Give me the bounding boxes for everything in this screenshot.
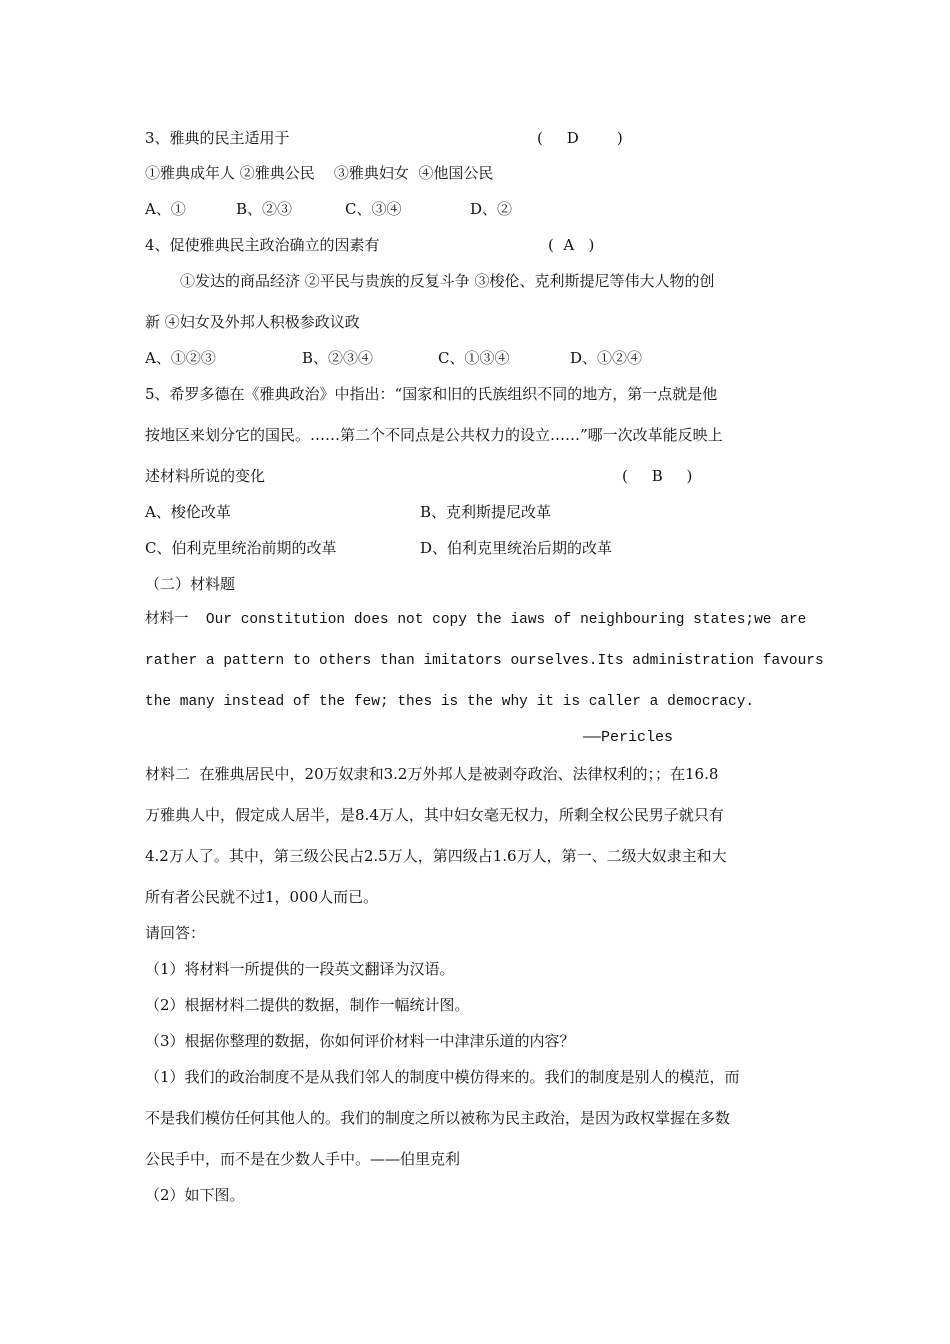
q5-option-d: D、伯利克里统治后期的改革	[420, 539, 613, 557]
q4-option-b: B、②③④	[302, 349, 374, 367]
answer-prompt: 请回答：	[145, 924, 206, 942]
material1-source: ——Pericles	[583, 729, 674, 746]
q5-answer: ( B )	[622, 467, 693, 485]
question-1: （1）将材料一所提供的一段英文翻译为汉语。	[145, 960, 455, 978]
answer-2: （2）如下图。	[145, 1186, 245, 1204]
q4-option-c: C、①③④	[438, 349, 510, 367]
q5-line1: 5、希罗多德在《雅典政治》中指出：“国家和旧的氏族组织不同的地方，第一点就是他	[145, 385, 718, 403]
answer-1-line3: 公民手中，而不是在少数人手中。——伯里克利	[145, 1150, 461, 1168]
q4-choices-line1: ①发达的商品经济 ②平民与贵族的反复斗争 ③梭伦、克利斯提尼等伟大人物的创	[180, 272, 715, 290]
q4-choices-line2: 新 ④妇女及外邦人积极参政议政	[145, 313, 360, 331]
material1-line1: 材料一 Our constitution does not copy the iaws of neighbouring states;we are	[145, 612, 807, 628]
q5-line3: 述材料所说的变化	[145, 467, 266, 485]
material2-line4: 所有者公民就不过1，000人而已。	[145, 888, 379, 906]
answer-1-line1: （1）我们的政治制度不是从我们邻人的制度中模仿得来的。我们的制度是别人的模范，而	[145, 1068, 740, 1086]
q3-stem: 3、雅典的民主适用于	[145, 129, 290, 147]
section-heading: （二）材料题	[145, 575, 236, 593]
q5-option-b: B、克利斯提尼改革	[420, 503, 552, 521]
question-2: （2）根据材料二提供的数据，制作一幅统计图。	[145, 996, 470, 1014]
q4-stem: 4、促使雅典民主政治确立的因素有	[145, 236, 380, 254]
q4-answer: ( A )	[548, 236, 595, 254]
q5-option-a: A、梭伦改革	[145, 503, 231, 521]
material2-line2: 万雅典人中，假定成人居半，是8.4万人，其中妇女毫无权力，所剩全权公民男子就只有	[145, 806, 724, 824]
q3-option-c: C、③④	[345, 200, 402, 218]
q3-option-a: A、①	[145, 200, 186, 218]
q4-option-d: D、①②④	[570, 349, 643, 367]
answer-1-line2: 不是我们模仿任何其他人的。我们的制度之所以被称为民主政治，是因为政权掌握在多数	[145, 1109, 731, 1127]
question-3: （3）根据你整理的数据，你如何评价材料一中津津乐道的内容？	[145, 1032, 575, 1050]
q3-choices: ①雅典成年人 ②雅典公民 ③雅典妇女 ④他国公民	[145, 164, 494, 182]
material1-line3: the many instead of the few; thes is the why it is caller a democracy.	[145, 694, 755, 710]
q3-option-b: B、②③	[236, 200, 293, 218]
q3-answer: ( D )	[537, 129, 623, 147]
q4-option-a: A、①②③	[145, 349, 216, 367]
material1-line2: rather a pattern to others than imitators ourselves.Its administration favours	[145, 653, 824, 669]
q5-option-c: C、伯利克里统治前期的改革	[145, 539, 337, 557]
q3-option-d: D、②	[470, 200, 513, 218]
material2-line1: 材料二 在雅典居民中，20万奴隶和3.2万外邦人是被剥夺政治、法律权利的；；在16.8	[145, 765, 719, 783]
material2-line3: 4.2万人了。其中，第三级公民占2.5万人，第四级占1.6万人，第一、二级大奴隶主和大	[145, 847, 727, 865]
q5-line2: 按地区来划分它的国民。……第二个不同点是公共权力的设立……”哪一次改革能反映上	[145, 426, 723, 444]
